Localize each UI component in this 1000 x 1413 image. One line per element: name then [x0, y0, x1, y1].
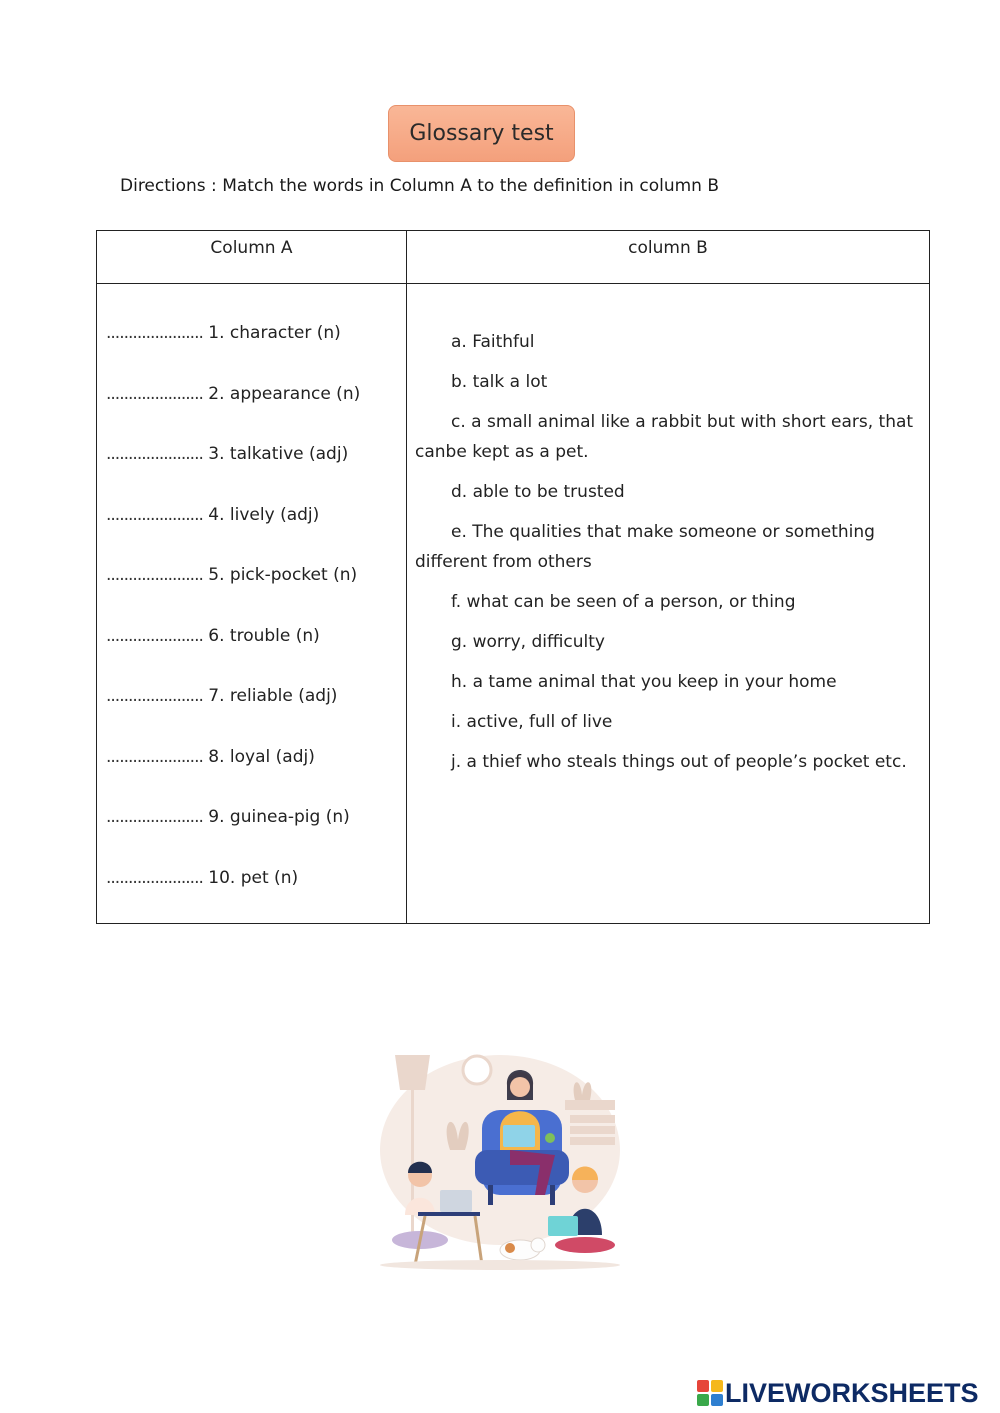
answer-blank[interactable]: ......................	[106, 807, 203, 827]
column-a-word: 1. character (n)	[208, 323, 341, 343]
liveworksheets-logo-icon	[697, 1380, 723, 1406]
header-divider	[97, 283, 929, 284]
definition-item: c. a small animal like a rabbit but with short ears, that canbe kept as a pet.	[415, 412, 914, 462]
column-a-word: 8. loyal (adj)	[208, 746, 315, 767]
column-a-word: 6. trouble (n)	[208, 625, 320, 646]
column-a-item	[106, 444, 401, 505]
answer-blank[interactable]: ......................	[106, 323, 203, 343]
column-a-word: 7. reliable (adj)	[208, 686, 338, 706]
answer-blank[interactable]: ......................	[106, 504, 203, 525]
definition-item: a. Faithful	[451, 332, 535, 352]
column-a-word: 10. pet (n)	[208, 867, 299, 888]
column-a-word: 3. talkative (adj)	[208, 444, 349, 464]
family-laptops-illustration	[370, 1040, 630, 1280]
column-b-header: column B	[628, 238, 708, 258]
column-a-item	[106, 323, 401, 384]
column-divider	[406, 231, 407, 923]
definition-item: g. worry, difficulty	[451, 632, 605, 652]
definition-item: b. talk a lot	[451, 372, 548, 392]
definition-item: f. what can be seen of a person, or thing	[451, 592, 796, 612]
page-title: Glossary test	[409, 121, 554, 146]
column-a-word: 4. lively (adj)	[208, 504, 320, 525]
column-a-item	[106, 686, 401, 747]
column-b-list	[415, 327, 915, 787]
column-a-list	[106, 323, 401, 928]
answer-blank[interactable]: ......................	[106, 625, 203, 646]
definition-item: i. active, full of live	[451, 712, 613, 732]
directions-text: Directions : Match the words in Column A to the definition in column B	[120, 176, 720, 196]
column-a-item	[106, 626, 401, 687]
column-a-item	[106, 384, 401, 445]
matching-table	[96, 230, 930, 924]
column-a-item	[106, 565, 401, 626]
definition-item: e. The qualities that make someone or something different from others	[415, 522, 875, 572]
column-a-item	[106, 505, 401, 566]
clock-icon	[463, 1056, 491, 1084]
column-a-header: Column A	[210, 238, 293, 258]
answer-blank[interactable]: ......................	[106, 383, 203, 404]
column-a-item	[106, 747, 401, 808]
answer-blank[interactable]: ......................	[106, 746, 203, 767]
column-a-word: 5. pick-pocket (n)	[208, 565, 358, 585]
definition-item: h. a tame animal that you keep in your home	[451, 672, 837, 692]
definition-item: j. a thief who steals things out of people’s pocket etc.	[451, 752, 907, 772]
column-a-item	[106, 868, 401, 929]
title-box	[388, 105, 575, 162]
answer-blank[interactable]: ......................	[106, 686, 203, 706]
answer-blank[interactable]: ......................	[106, 565, 203, 585]
column-a-word: 2. appearance (n)	[208, 383, 361, 404]
laptop-icon	[503, 1125, 535, 1147]
brand-name: LIVEWORKSHEETS	[725, 1377, 979, 1408]
brand-footer	[697, 1378, 979, 1408]
answer-blank[interactable]: ......................	[106, 867, 203, 888]
answer-blank[interactable]: ......................	[106, 444, 203, 464]
column-a-word: 9. guinea-pig (n)	[208, 807, 350, 827]
lamp-icon	[395, 1055, 430, 1090]
definition-item: d. able to be trusted	[451, 482, 625, 502]
column-a-item	[106, 807, 401, 868]
